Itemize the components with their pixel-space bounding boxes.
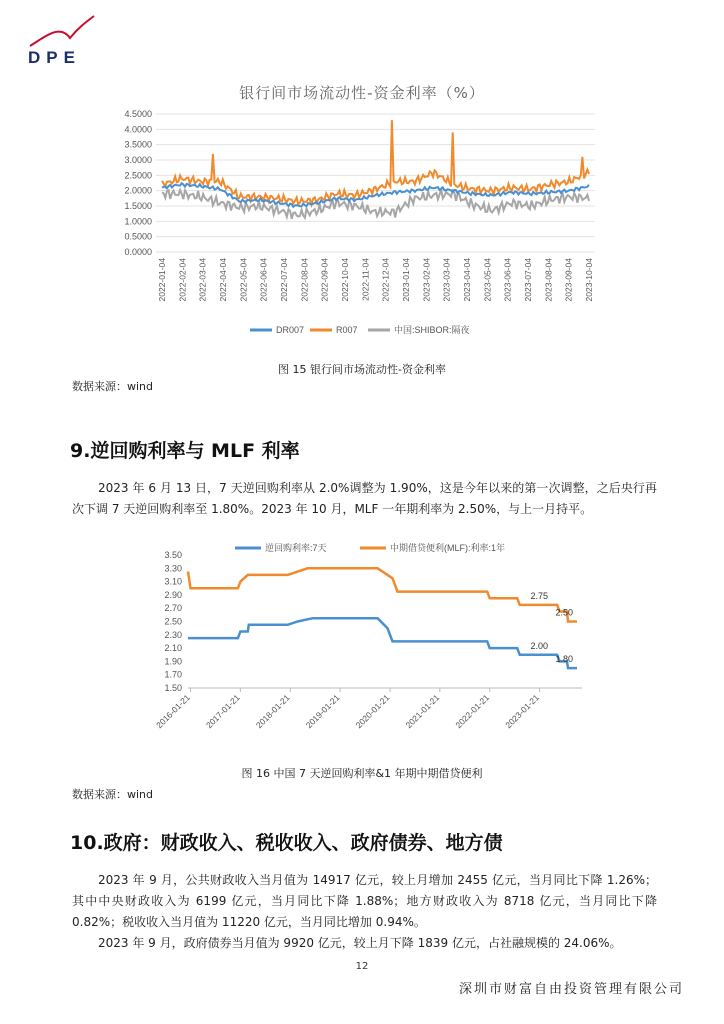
chart1-x-tick-label: 2023-10-04 — [584, 258, 594, 302]
chart1-x-tick-label: 2022-06-04 — [258, 258, 269, 302]
chart2-x-tick-label: 2020-01-21 — [353, 692, 392, 731]
chart2-y-tick-label: 2.10 — [164, 643, 182, 654]
chart1-x-tick-label: 2022-04-04 — [218, 258, 228, 302]
chart1-y-tick-label: 1.5000 — [124, 201, 152, 211]
chart1-x-tick-label: 2022-11-04 — [360, 258, 371, 301]
chart1-x-tick-label: 2022-10-04 — [340, 258, 350, 302]
chart2-y-tick-label: 3.10 — [164, 576, 182, 587]
chart2-series-line-0 — [188, 618, 577, 668]
section9-heading: 9.逆回购利率与 MLF 利率 — [70, 440, 300, 462]
chart2-x-tick-label: 2016-01-21 — [154, 692, 192, 731]
chart2-legend-label: 逆回购利率:7天 — [265, 543, 327, 553]
chart1-y-tick-label: 0.5000 — [124, 231, 152, 242]
company-logo: DPE — [28, 48, 81, 67]
chart2-x-tick-label: 2023-01-21 — [503, 692, 542, 731]
chart1-caption: 图 15 银行间市场流动性-资金利率 — [278, 363, 446, 376]
chart2-y-tick-label: 1.50 — [164, 683, 182, 693]
chart2-caption: 图 16 中国 7 天逆回购利率&1 年期中期借贷便利 — [241, 767, 483, 780]
chart1-x-tick-label: 2022-07-04 — [279, 258, 289, 302]
chart2-y-tick-label: 1.90 — [164, 656, 182, 667]
chart1-x-tick-label: 2022-05-04 — [238, 258, 249, 302]
chart1-x-tick-label: 2023-06-04 — [502, 258, 513, 302]
logo-swoosh-icon — [28, 14, 98, 50]
chart1-x-tick-label: 2023-09-04 — [563, 257, 574, 302]
chart1-x-tick-label: 2023-08-04 — [543, 258, 554, 302]
chart1-source: 数据来源：wind — [72, 380, 154, 393]
section10-paragraph-1: 2023 年 9 月，公共财政收入当月值为 14917 亿元，较上月增加 2455 亿元，当月同比下降 1.26%；其中中央财政收入为 6199 亿元，当月同比下降 1.88%；地方财政收入为 8718 亿元，当月同比下降 0.82%；税收收入当月值为 11220 亿元，当月同比增加 0.94%。 — [72, 873, 657, 929]
chart1-legend-label: R007 — [336, 325, 358, 335]
chart1-liquidity-rates — [100, 104, 620, 354]
chart1-y-tick-label: 2.0000 — [124, 185, 152, 196]
chart1-x-tick-label: 2022-09-04 — [319, 258, 330, 302]
chart2-series-line-1 — [188, 568, 577, 621]
chart2-data-label: 2.50 — [555, 607, 574, 618]
chart1-x-tick-label: 2023-04-04 — [462, 258, 472, 302]
chart1-y-tick-label: 2.5000 — [124, 170, 152, 181]
chart1-legend-label: DR007 — [276, 325, 305, 335]
chart1-x-tick-label: 2023-02-04 — [421, 258, 432, 302]
chart2-y-tick-label: 2.50 — [164, 616, 182, 627]
chart2-y-tick-label: 1.70 — [164, 669, 182, 680]
chart1-x-tick-label: 2022-08-04 — [299, 258, 310, 302]
section9-paragraph: 2023 年 6 月 13 日，7 天逆回购利率从 2.0%调整为 1.90%，这是今年以来的第一次调整，之后央行再次下调 7 天逆回购利率至 1.80%。2023 年 10 月，MLF 一年期利率为 2.50%，与上一月持平。 — [72, 481, 657, 516]
chart2-x-tick-label: 2022-01-21 — [453, 692, 492, 731]
chart2-y-tick-label: 2.70 — [164, 603, 182, 614]
chart2-y-tick-label: 2.90 — [164, 589, 182, 600]
section10-heading: 10.政府：财政收入、税收收入、政府债券、地方债 — [70, 832, 503, 854]
chart2-data-label: 2.75 — [530, 590, 549, 601]
chart1-x-tick-label: 2023-05-04 — [482, 258, 493, 302]
chart1-x-tick-label: 2022-02-04 — [177, 258, 188, 302]
section10-paragraph-2: 2023 年 9 月，政府债券当月值为 9920 亿元，较上月下降 1839 亿元，占社融规模的 24.06%。 — [98, 936, 622, 950]
chart2-y-tick-label: 2.30 — [164, 629, 182, 640]
chart1-x-tick-label: 2022-01-04 — [157, 258, 167, 302]
chart1-y-tick-label: 3.0000 — [124, 155, 152, 165]
page-number: 12 — [355, 961, 369, 972]
chart1-legend-label: 中国:SHIBOR:隔夜 — [394, 325, 470, 335]
chart1-x-tick-label: 2022-03-04 — [197, 258, 208, 302]
chart2-legend-label: 中期借贷便利(MLF):利率:1年 — [390, 543, 506, 553]
chart2-x-tick-label: 2017-01-21 — [203, 692, 242, 731]
chart1-y-tick-label: 3.5000 — [124, 139, 152, 150]
chart1-x-tick-label: 2023-07-04 — [523, 258, 533, 302]
chart2-x-tick-label: 2018-01-21 — [253, 692, 292, 731]
chart2-x-tick-label: 2021-01-21 — [403, 692, 442, 731]
company-name: 深圳市财富自由投资管理有限公司 — [458, 982, 684, 997]
chart2-reverse-repo-mlf — [150, 540, 600, 750]
chart1-y-tick-label: 4.5000 — [124, 109, 152, 119]
chart2-y-tick-label: 3.30 — [164, 563, 182, 574]
chart1-y-tick-label: 4.0000 — [124, 124, 152, 135]
chart1-title: 银行间市场流动性-资金利率（%） — [239, 84, 485, 102]
chart2-x-tick-label: 2019-01-21 — [303, 692, 342, 731]
chart1-y-tick-label: 0.0000 — [124, 247, 152, 257]
chart1-x-tick-label: 2022-12-04 — [380, 258, 391, 302]
chart1-x-tick-label: 2023-03-04 — [441, 258, 452, 302]
chart2-source: 数据来源：wind — [72, 788, 154, 801]
chart2-data-label: 2.00 — [530, 640, 549, 651]
chart1-y-tick-label: 1.0000 — [124, 216, 152, 227]
chart2-data-label: 1.80 — [555, 654, 574, 665]
chart2-y-tick-label: 3.50 — [164, 550, 182, 560]
chart1-x-tick-label: 2023-01-04 — [401, 258, 411, 302]
